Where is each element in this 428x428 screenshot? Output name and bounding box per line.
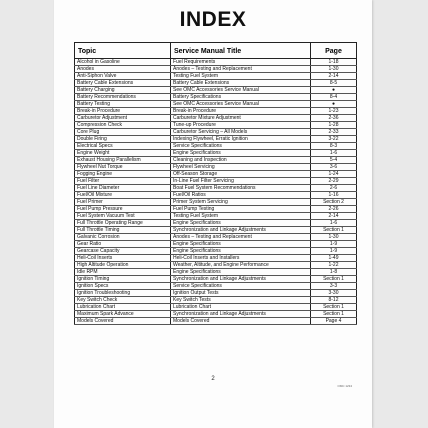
cell-page: 3-6 — [311, 164, 357, 171]
cell-manual-title: Indexing Flywheel, Erratic Ignition — [171, 136, 311, 143]
cell-page: ● — [311, 87, 357, 94]
cell-manual-title: Service Specifications — [171, 143, 311, 150]
cell-page: 1-49 — [311, 255, 357, 262]
table-row — [75, 283, 357, 290]
table-row — [75, 248, 357, 255]
cell-page: 8-5 — [311, 80, 357, 87]
table-row — [75, 185, 357, 192]
cell-manual-title: Testing Fuel System — [171, 213, 311, 220]
cell-topic: Heli-Coil Inserts — [75, 255, 171, 262]
table-row — [75, 129, 357, 136]
cell-page: 8-12 — [311, 297, 357, 304]
cell-topic: Ignition Timing — [75, 276, 171, 283]
table-row — [75, 150, 357, 157]
cell-page: 1-6 — [311, 220, 357, 227]
cell-topic: High Altitude Operation — [75, 262, 171, 269]
cell-manual-title: Engine Specifications — [171, 248, 311, 255]
header-topic: Topic — [75, 43, 171, 59]
cell-topic: Ignition Troubleshooting — [75, 290, 171, 297]
cell-page: 2-29 — [311, 178, 357, 185]
cell-topic: Battery Charging — [75, 87, 171, 94]
cell-manual-title: Tune-up Procedure — [171, 122, 311, 129]
cell-manual-title: Primer System Servicing — [171, 199, 311, 206]
table-row — [75, 59, 357, 66]
cell-manual-title: Fuel Requirements — [171, 59, 311, 66]
cell-manual-title: In-Line Fuel Filter Servicing — [171, 178, 311, 185]
table-row — [75, 157, 357, 164]
cell-topic: Idle RPM — [75, 269, 171, 276]
cell-page: 2-36 — [311, 115, 357, 122]
cell-page: 2-6 — [311, 185, 357, 192]
cell-topic: Fuel Pump Pressure — [75, 206, 171, 213]
cell-topic: Lubrication Chart — [75, 304, 171, 311]
table-body — [75, 59, 357, 325]
cell-topic: Ignition Specs — [75, 283, 171, 290]
cell-manual-title: Boat Fuel System Recommendations — [171, 185, 311, 192]
cell-topic: Core Plug — [75, 129, 171, 136]
table-header-row — [75, 43, 357, 59]
cell-page: ● — [311, 101, 357, 108]
table-row — [75, 234, 357, 241]
table-row — [75, 227, 357, 234]
cell-page: 1-16 — [311, 192, 357, 199]
table-row — [75, 143, 357, 150]
cell-manual-title: Weather, Altitude, and Engine Performance — [171, 262, 311, 269]
cell-page: 1-18 — [311, 59, 357, 66]
cell-topic: Battery Recommendations — [75, 94, 171, 101]
cell-page: 1-8 — [311, 269, 357, 276]
cell-topic: Gearcase Capacity — [75, 248, 171, 255]
header-manual-title: Service Manual Title — [171, 43, 311, 59]
cell-topic: Gear Ratio — [75, 241, 171, 248]
cell-topic: Fuel Filter — [75, 178, 171, 185]
table-row — [75, 94, 357, 101]
cell-manual-title: Synchronization and Linkage Adjustments — [171, 276, 311, 283]
cell-manual-title: Key Switch Tests — [171, 297, 311, 304]
cell-page: 3-3 — [311, 283, 357, 290]
cell-manual-title: Service Specifications — [171, 283, 311, 290]
cell-topic: Flywheel Nut Torque — [75, 164, 171, 171]
table-row — [75, 80, 357, 87]
table-row — [75, 297, 357, 304]
cell-page: 1-23 — [311, 108, 357, 115]
cell-manual-title: Lubrication Chart — [171, 304, 311, 311]
cell-manual-title: Ignition Output Tests — [171, 290, 311, 297]
cell-page: 2-26 — [311, 206, 357, 213]
cell-topic: Maximum Spark Advance — [75, 311, 171, 318]
document-page — [54, 0, 372, 428]
page-number: 2 — [211, 376, 215, 382]
cell-manual-title: Anodes – Testing and Replacement — [171, 66, 311, 73]
cell-topic: Fuel System Vacuum Test — [75, 213, 171, 220]
cell-topic: Carburetor Adjustment — [75, 115, 171, 122]
cell-topic: Compression Check — [75, 122, 171, 129]
footer-code: OMC 1234 — [337, 384, 352, 388]
cell-page: 1-28 — [311, 122, 357, 129]
cell-page: 1-9 — [311, 248, 357, 255]
cell-manual-title: Engine Specifications — [171, 241, 311, 248]
cell-manual-title: Engine Specifications — [171, 150, 311, 157]
cell-page: Section 2 — [311, 199, 357, 206]
cell-topic: Key Switch Check — [75, 297, 171, 304]
cell-topic: Models Covered — [75, 318, 171, 325]
cell-page: Section 1 — [311, 276, 357, 283]
cell-topic: Anti-Siphon Valve — [75, 73, 171, 80]
cell-page: 3-22 — [311, 136, 357, 143]
cell-manual-title: Engine Specifications — [171, 220, 311, 227]
table-row — [75, 220, 357, 227]
cell-page: Section 1 — [311, 227, 357, 234]
table-row — [75, 101, 357, 108]
cell-manual-title: Models Covered — [171, 318, 311, 325]
cell-manual-title: Battery Specifications — [171, 94, 311, 101]
table-row — [75, 192, 357, 199]
table-row — [75, 318, 357, 325]
table-row — [75, 304, 357, 311]
cell-topic: Double Firing — [75, 136, 171, 143]
cell-page: 3-30 — [311, 290, 357, 297]
cell-page: Section 1 — [311, 311, 357, 318]
cell-topic: Alcohol in Gasoline — [75, 59, 171, 66]
cell-manual-title: Cleaning and Inspection — [171, 157, 311, 164]
table-row — [75, 213, 357, 220]
table-row — [75, 164, 357, 171]
cell-manual-title: Synchronization and Linkage Adjustments — [171, 311, 311, 318]
cell-topic: Electrical Specs — [75, 143, 171, 150]
table-row — [75, 66, 357, 73]
cell-manual-title: Carburetor Mixture Adjustment — [171, 115, 311, 122]
table-row — [75, 87, 357, 94]
cell-page: 1-30 — [311, 234, 357, 241]
cell-page: 8-3 — [311, 143, 357, 150]
cell-manual-title: Anodes – Testing and Replacement — [171, 234, 311, 241]
cell-manual-title: Engine Specifications — [171, 269, 311, 276]
cell-topic: Full Throttle Timing — [75, 227, 171, 234]
table-row — [75, 262, 357, 269]
cell-topic: Fuel/Oil Mixture — [75, 192, 171, 199]
cell-manual-title: Off-Season Storage — [171, 171, 311, 178]
table-row — [75, 115, 357, 122]
cell-manual-title: Heli-Coil Inserts and Installers — [171, 255, 311, 262]
cell-manual-title: Testing Fuel System — [171, 73, 311, 80]
cell-page: 1-24 — [311, 171, 357, 178]
cell-topic: Fogging Engine — [75, 171, 171, 178]
cell-page: 1-30 — [311, 66, 357, 73]
cell-topic: Battery Cable Extensions — [75, 80, 171, 87]
header-page: Page — [311, 43, 357, 59]
table-row — [75, 199, 357, 206]
cell-manual-title: See OMC Accessories Service Manual — [171, 87, 311, 94]
page-title: INDEX — [179, 8, 247, 31]
cell-topic: Battery Testing — [75, 101, 171, 108]
cell-manual-title: Fuel Pump Testing — [171, 206, 311, 213]
table-row — [75, 255, 357, 262]
table-row — [75, 269, 357, 276]
cell-page: Section 1 — [311, 304, 357, 311]
table-row — [75, 178, 357, 185]
cell-manual-title: Battery Cable Extensions — [171, 80, 311, 87]
cell-manual-title: See OMC Accessories Service Manual — [171, 101, 311, 108]
index-table — [74, 42, 357, 325]
table-row — [75, 311, 357, 318]
cell-topic: Full Throttle Operating Range — [75, 220, 171, 227]
cell-topic: Exhaust Housing Parallelism — [75, 157, 171, 164]
cell-manual-title: Fuel/Oil Ratios — [171, 192, 311, 199]
cell-page: 1-6 — [311, 150, 357, 157]
cell-page: 2-33 — [311, 129, 357, 136]
cell-page: 2-14 — [311, 73, 357, 80]
table-row — [75, 73, 357, 80]
cell-page: 1-22 — [311, 262, 357, 269]
table-row — [75, 290, 357, 297]
table-row — [75, 108, 357, 115]
cell-manual-title: Carburetor Servicing – All Models — [171, 129, 311, 136]
cell-page: 2-14 — [311, 213, 357, 220]
table-row — [75, 122, 357, 129]
cell-topic: Fuel Line Diameter — [75, 185, 171, 192]
cell-page: Page 4 — [311, 318, 357, 325]
cell-page: 1-9 — [311, 241, 357, 248]
table-row — [75, 276, 357, 283]
cell-manual-title: Break-in Procedure — [171, 108, 311, 115]
cell-topic: Fuel Primer — [75, 199, 171, 206]
cell-topic: Engine Weight — [75, 150, 171, 157]
cell-page: 5-4 — [311, 157, 357, 164]
cell-topic: Galvanic Corrosion — [75, 234, 171, 241]
cell-topic: Break-in Procedure — [75, 108, 171, 115]
table-row — [75, 136, 357, 143]
table-row — [75, 171, 357, 178]
cell-page: 8-4 — [311, 94, 357, 101]
cell-manual-title: Synchronization and Linkage Adjustments — [171, 227, 311, 234]
table-row — [75, 241, 357, 248]
cell-manual-title: Flywheel Servicing — [171, 164, 311, 171]
cell-topic: Anodes — [75, 66, 171, 73]
table-row — [75, 206, 357, 213]
